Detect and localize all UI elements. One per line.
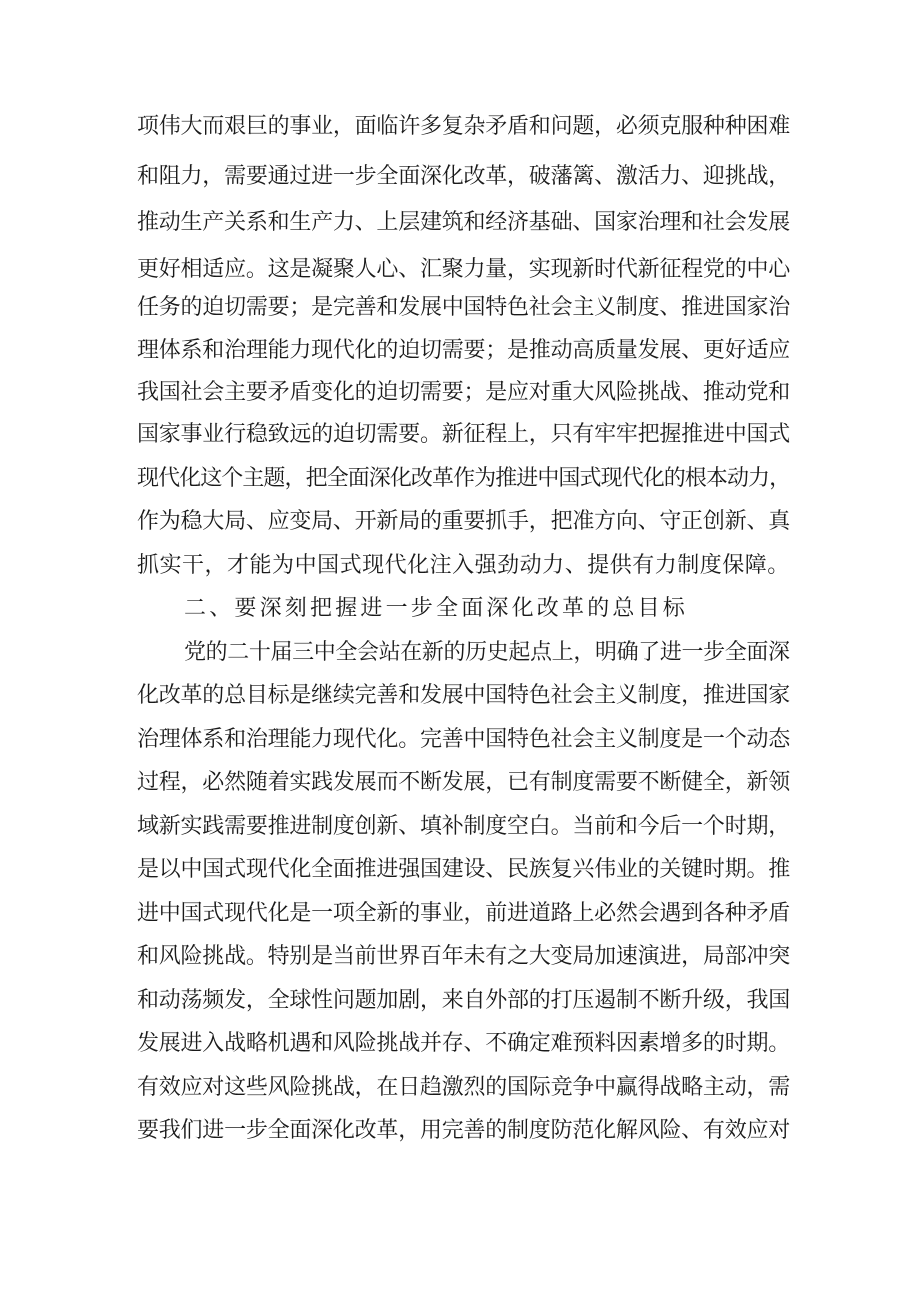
paragraph-1-line-11: 抓实干，才能为中国式现代化注入强劲动力、提供有力制度保障。 (137, 553, 790, 578)
paragraph-2-line-10: 发展进入战略机遇和风险挑战并存、不确定难预料因素增多的时期。 (137, 1031, 791, 1056)
paragraph-1-line-4: 更好相适应。这是凝聚人心、汇聚力量，实现新时代新征程党的中心 (137, 257, 791, 282)
paragraph-2-line-5: 域新实践需要推进制度创新、填补制度空白。当前和今后一个时期， (137, 814, 791, 839)
paragraph-1-line-6: 理体系和治理能力现代化的迫切需要；是推动高质量发展、更好适应 (137, 338, 791, 363)
paragraph-1-line-3: 推动生产关系和生产力、上层建筑和经济基础、国家治理和社会发展 (137, 210, 791, 235)
paragraph-1-line-5: 任务的迫切需要；是完善和发展中国特色社会主义制度、推进国家治 (137, 295, 791, 320)
paragraph-1-line-2: 和阻力，需要通过进一步全面深化改革，破藩篱、激活力、迎挑战， (137, 164, 791, 189)
paragraph-2-line-3: 治理体系和治理能力现代化。完善中国特色社会主义制度是一个动态 (137, 727, 791, 752)
paragraph-1-line-1: 项伟大而艰巨的事业，面临许多复杂矛盾和问题，必须克服种种困难 (137, 114, 791, 139)
paragraph-2-line-11: 有效应对这些风险挑战，在日趋激烈的国际竞争中赢得战略主动，需 (137, 1075, 791, 1100)
paragraph-2-line-7: 进中国式现代化是一项全新的事业，前进道路上必然会遇到各种矛盾 (137, 901, 791, 926)
section-heading: 二、要深刻把握进一步全面深化改革的总目标 (184, 596, 689, 621)
paragraph-2-line-6: 是以中国式现代化全面推进强国建设、民族复兴伟业的关键时期。推 (137, 857, 791, 882)
paragraph-2-line-1: 党的二十届三中全会站在新的历史起点上，明确了进一步全面深 (184, 640, 790, 665)
paragraph-2-line-4: 过程，必然随着实践发展而不断发展，已有制度需要不断健全，新领 (137, 770, 791, 795)
paragraph-2-line-9: 和动荡频发，全球性问题加剧，来自外部的打压遏制不断升级，我国 (137, 988, 791, 1013)
paragraph-2-line-12: 要我们进一步全面深化改革，用完善的制度防范化解风险、有效应对 (137, 1118, 791, 1143)
paragraph-2-line-2: 化改革的总目标是继续完善和发展中国特色社会主义制度，推进国家 (137, 683, 791, 708)
paragraph-1-line-10: 作为稳大局、应变局、开新局的重要抓手，把准方向、守正创新、真 (137, 509, 791, 534)
paragraph-1-line-8: 国家事业行稳致远的迫切需要。新征程上，只有牢牢把握推进中国式 (137, 422, 791, 447)
paragraph-1-line-9: 现代化这个主题，把全面深化改革作为推进中国式现代化的根本动力， (137, 466, 791, 491)
paragraph-1-line-7: 我国社会主要矛盾变化的迫切需要；是应对重大风险挑战、推动党和 (137, 380, 791, 405)
paragraph-2-line-8: 和风险挑战。特别是当前世界百年未有之大变局加速演进，局部冲突 (137, 944, 791, 969)
